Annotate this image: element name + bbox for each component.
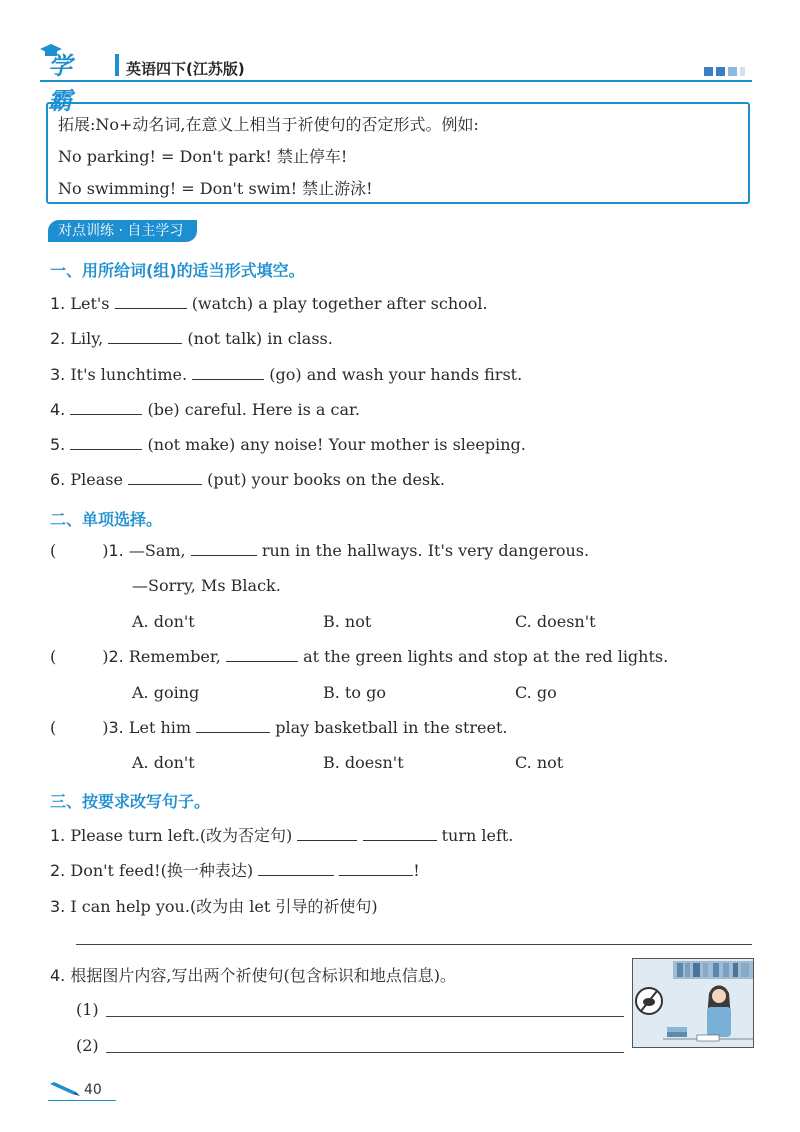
s2-q2-option-c: C. go bbox=[515, 683, 557, 702]
answer-line[interactable] bbox=[106, 1016, 624, 1017]
s1-item-5: 5. (not make) any noise! Your mother is sleeping. bbox=[50, 435, 526, 454]
answer-blank[interactable] bbox=[339, 861, 413, 876]
note-line-3: No swimming! = Don't swim! 禁止游泳! bbox=[58, 179, 373, 198]
answer-line[interactable] bbox=[106, 1052, 624, 1053]
s1-item-3: 3. It's lunchtime. (go) and wash your hands first. bbox=[50, 365, 523, 384]
s2-q2-option-a: A. going bbox=[132, 683, 200, 702]
answer-blank[interactable] bbox=[297, 826, 357, 841]
library-picture bbox=[632, 958, 754, 1048]
s3-item-1: 1. Please turn left.(改为否定句) turn left. bbox=[50, 826, 514, 845]
logo-text: 学霸 bbox=[48, 52, 73, 115]
answer-slot[interactable] bbox=[56, 648, 102, 662]
section1-title: 一、用所给词(组)的适当形式填空。 bbox=[50, 261, 305, 280]
s3-item-2: 2. Don't feed!(换一种表达) ! bbox=[50, 861, 420, 880]
s2-q1-option-a: A. don't bbox=[132, 612, 195, 631]
answer-line[interactable] bbox=[76, 944, 752, 945]
answer-slot[interactable] bbox=[56, 719, 102, 733]
s2-question-1: ( )1. —Sam, run in the hallways. It's very dangerous. bbox=[50, 541, 590, 560]
answer-blank[interactable] bbox=[226, 647, 298, 662]
answer-blank[interactable] bbox=[258, 861, 334, 876]
s2-question-3: ( )3. Let him play basketball in the street. bbox=[50, 718, 508, 737]
answer-blank[interactable] bbox=[70, 435, 142, 450]
section3-title: 三、按要求改写句子。 bbox=[50, 792, 211, 811]
answer-blank[interactable] bbox=[363, 826, 437, 841]
s2-q1-option-c: C. doesn't bbox=[515, 612, 596, 631]
s3-q4-sub2-label: (2) bbox=[76, 1036, 99, 1055]
logo-divider bbox=[115, 54, 119, 76]
answer-blank[interactable] bbox=[192, 365, 264, 380]
note-box bbox=[46, 102, 750, 204]
footer-rule bbox=[48, 1100, 116, 1101]
note-line-2: No parking! = Don't park! 禁止停车! bbox=[58, 147, 348, 166]
s2-q1-option-b: B. not bbox=[323, 612, 372, 631]
library-scene-illustration bbox=[633, 959, 754, 1048]
header-rule bbox=[40, 80, 752, 82]
s3-q4-sub1-label: (1) bbox=[76, 1000, 99, 1019]
s2-q1-line2: —Sorry, Ms Black. bbox=[132, 576, 281, 595]
section2-title: 二、单项选择。 bbox=[50, 510, 163, 529]
s2-question-2: ( )2. Remember, at the green lights and stop at the red lights. bbox=[50, 647, 669, 666]
answer-blank[interactable] bbox=[108, 329, 182, 344]
book-title: 英语四下(江苏版) bbox=[126, 60, 245, 78]
answer-blank[interactable] bbox=[191, 541, 257, 556]
s1-item-1: 1. Let's (watch) a play together after school. bbox=[50, 294, 488, 313]
note-line-1: 拓展:No+动名词,在意义上相当于祈使句的否定形式。例如: bbox=[58, 115, 479, 134]
s2-q3-option-b: B. doesn't bbox=[323, 753, 404, 772]
s2-q3-option-a: A. don't bbox=[132, 753, 195, 772]
practice-tag: 对点训练 · 自主学习 bbox=[48, 220, 197, 242]
s3-item-3: 3. I can help you.(改为由 let 引导的祈使句) bbox=[50, 897, 378, 916]
s1-item-6: 6. Please (put) your books on the desk. bbox=[50, 470, 445, 489]
s2-q2-option-b: B. to go bbox=[323, 683, 386, 702]
s1-item-4: 4. (be) careful. Here is a car. bbox=[50, 400, 361, 419]
s2-q3-option-c: C. not bbox=[515, 753, 564, 772]
page-number: 40 bbox=[84, 1082, 102, 1098]
answer-slot[interactable] bbox=[56, 542, 102, 556]
s3-item-4: 4. 根据图片内容,写出两个祈使句(包含标识和地点信息)。 bbox=[50, 966, 456, 985]
answer-blank[interactable] bbox=[196, 718, 270, 733]
s1-item-2: 2. Lily, (not talk) in class. bbox=[50, 329, 333, 348]
pencil-icon bbox=[50, 1082, 80, 1096]
answer-blank[interactable] bbox=[115, 294, 187, 309]
header-decoration bbox=[704, 67, 745, 76]
answer-blank[interactable] bbox=[128, 470, 202, 485]
answer-blank[interactable] bbox=[70, 400, 142, 415]
